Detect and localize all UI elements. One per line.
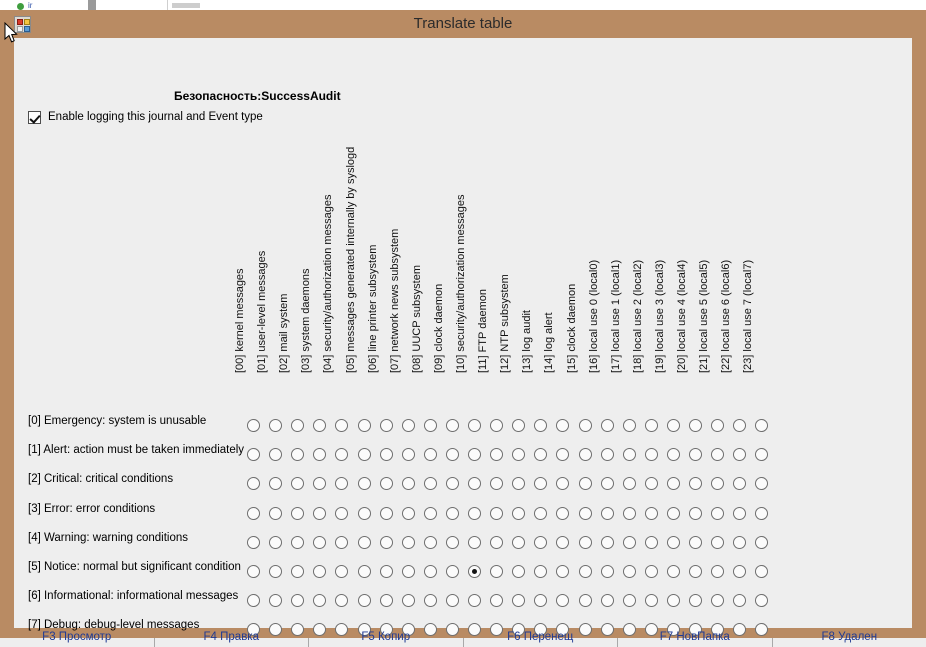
function-key-text: Правка [216,631,259,643]
matrix-radio-r0-c8[interactable] [424,419,437,432]
matrix-radio-r3-c23[interactable] [755,507,768,520]
matrix-row-label: [7] Debug: debug-level messages [28,619,200,632]
matrix-radio-r2-c3[interactable] [313,477,326,490]
matrix-radio-r1-c20[interactable] [689,448,702,461]
matrix-radio-r1-c10[interactable] [468,448,481,461]
matrix-radio-r1-c1[interactable] [269,448,282,461]
matrix-column-header-label: [15] clock daemon [565,283,578,373]
matrix-radio-r5-c7[interactable] [402,565,415,578]
matrix-radio-r4-c13[interactable] [534,536,547,549]
matrix-radio-r4-c15[interactable] [579,536,592,549]
window-title: Translate table [413,15,513,32]
function-key-number: F5 [361,631,375,643]
matrix-radio-r5-c8[interactable] [424,565,437,578]
matrix-radio-r5-c23[interactable] [755,565,768,578]
matrix-radio-r0-c6[interactable] [380,419,393,432]
matrix-radio-r0-c5[interactable] [358,419,371,432]
matrix-radio-r2-c16[interactable] [601,477,614,490]
function-key-f7[interactable] [618,631,773,647]
matrix-radio-r3-c22[interactable] [733,507,746,520]
matrix-radio-r1-c5[interactable] [358,448,371,461]
matrix-radio-r5-c16[interactable] [601,565,614,578]
function-key-f4[interactable] [155,631,310,647]
matrix-radio-r4-c18[interactable] [645,536,658,549]
matrix-radio-r4-c23[interactable] [755,536,768,549]
matrix-row-label: [0] Emergency: system is unusable [28,415,207,427]
function-key-label [618,630,772,644]
function-key-label [773,630,926,644]
matrix-radio-r2-c18[interactable] [645,477,658,490]
matrix-radio-r0-c10[interactable] [468,419,481,432]
matrix-radio-r4-c3[interactable] [313,536,326,549]
matrix-radio-r2-c1[interactable] [269,477,282,490]
matrix-radio-r5-c19[interactable] [667,565,680,578]
matrix-radio-r1-c22[interactable] [733,448,746,461]
matrix-radio-r5-c9[interactable] [446,565,459,578]
matrix-radio-r5-c13[interactable] [534,565,547,578]
matrix-radio-r1-c6[interactable] [380,448,393,461]
function-key-f5[interactable] [309,631,464,647]
matrix-radio-r0-c20[interactable] [689,419,702,432]
background-toolbar-chip [172,3,200,8]
matrix-column-header-label: [19] local use 3 (local3) [653,259,666,373]
function-key-label [0,630,154,644]
matrix-radio-r0-c19[interactable] [667,419,680,432]
function-key-text: Копир [374,631,411,643]
matrix-radio-r5-c21[interactable] [711,565,724,578]
function-key-label [155,630,309,644]
matrix-radio-r1-c8[interactable] [424,448,437,461]
matrix-radio-r1-c23[interactable] [755,448,768,461]
matrix-radio-r1-c2[interactable] [291,448,304,461]
matrix-radio-r6-c2[interactable] [291,594,304,607]
matrix-radio-r5-c0[interactable] [247,565,260,578]
matrix-column-header-label: [07] network news subsystem [388,228,401,373]
window-client-area [14,38,912,632]
matrix-column-header-label: [22] local use 6 (local6) [720,259,733,373]
matrix-radio-r6-c18[interactable] [645,594,658,607]
matrix-radio-r1-c11[interactable] [490,448,503,461]
matrix-radio-r3-c16[interactable] [601,507,614,520]
matrix-radio-r5-c14[interactable] [556,565,569,578]
leaf-icon [17,3,24,10]
matrix-row-label: [4] Warning: warning conditions [28,531,189,544]
matrix-radio-r2-c9[interactable] [446,477,459,490]
function-key-f6[interactable] [464,631,619,647]
function-key-text: Просмотр [55,631,112,643]
matrix-column-header-label: [14] log alert [543,312,556,373]
matrix-radio-r1-c14[interactable] [556,448,569,461]
matrix-radio-r0-c18[interactable] [645,419,658,432]
matrix-radio-r4-c0[interactable] [247,536,260,549]
matrix-radio-r6-c20[interactable] [689,594,702,607]
matrix-radio-r1-c9[interactable] [446,448,459,461]
matrix-radio-r5-c1[interactable] [269,565,282,578]
matrix-radio-r2-c17[interactable] [623,477,636,490]
matrix-radio-r2-c13[interactable] [534,477,547,490]
matrix-radio-r2-c5[interactable] [358,477,371,490]
matrix-radio-r6-c10[interactable] [468,594,481,607]
matrix-radio-r0-c11[interactable] [490,419,503,432]
matrix-radio-r0-c21[interactable] [711,419,724,432]
matrix-radio-r6-c22[interactable] [733,594,746,607]
matrix-radio-r4-c20[interactable] [689,536,702,549]
matrix-radio-r0-c7[interactable] [402,419,415,432]
matrix-radio-r1-c21[interactable] [711,448,724,461]
function-key-number: F7 [659,631,674,643]
matrix-radio-r3-c15[interactable] [579,507,592,520]
function-key-number: F4 [203,631,217,643]
matrix-radio-r1-c4[interactable] [335,448,348,461]
matrix-column-header-label: [02] mail system [278,293,291,373]
matrix-column-header-label: [03] system daemons [300,268,313,373]
matrix-column-header-label: [11] FTP daemon [477,289,490,373]
matrix-radio-r0-c23[interactable] [755,419,768,432]
matrix-radio-r0-c1[interactable] [269,419,282,432]
matrix-radio-r1-c3[interactable] [313,448,326,461]
matrix-radio-r0-c0[interactable] [247,419,260,432]
matrix-radio-r5-c11[interactable] [490,565,503,578]
matrix-radio-r3-c1[interactable] [269,507,282,520]
matrix-radio-r4-c11[interactable] [490,536,503,549]
matrix-column-header-label: [09] clock daemon [432,283,445,373]
matrix-radio-r4-c16[interactable] [601,536,614,549]
matrix-column-header-label: [13] log audit [521,310,534,373]
matrix-radio-r5-c2[interactable] [291,565,304,578]
matrix-radio-r6-c7[interactable] [402,594,415,607]
matrix-radio-r4-c2[interactable] [291,536,304,549]
matrix-row-label: [6] Informational: informational messages [28,590,239,603]
matrix-column-header-label: [20] local use 4 (local4) [676,259,688,373]
matrix-column-header-label: [18] local use 2 (local2) [631,259,644,373]
matrix-radio-r1-c12[interactable] [512,448,525,461]
matrix-radio-r4-c8[interactable] [424,536,437,549]
function-key-number: F3 [42,631,56,643]
matrix-radio-r2-c23[interactable] [755,477,768,490]
matrix-radio-r4-c14[interactable] [556,536,569,549]
matrix-row-label: [2] Critical: critical conditions [28,473,174,486]
function-key-text: НовПапка [673,631,730,643]
matrix-radio-r4-c12[interactable] [512,536,525,549]
matrix-radio-r3-c18[interactable] [645,507,658,520]
matrix-column-header-label: [16] local use 0 (local0) [587,259,600,373]
matrix-radio-r5-c3[interactable] [313,565,326,578]
matrix-radio-r2-c10[interactable] [468,477,481,490]
matrix-radio-r6-c12[interactable] [512,594,525,607]
matrix-radio-r3-c11[interactable] [490,507,503,520]
enable-logging-label: Enable logging this journal and Event type [48,111,263,123]
matrix-radio-r1-c16[interactable] [601,448,614,461]
matrix-radio-r3-c20[interactable] [689,507,702,520]
matrix-radio-r5-c22[interactable] [733,565,746,578]
matrix-radio-r6-c9[interactable] [446,594,459,607]
matrix-column-header-label: [08] UUCP subsystem [410,264,423,373]
matrix-radio-r3-c17[interactable] [623,507,636,520]
matrix-radio-r2-c11[interactable] [490,477,503,490]
matrix-radio-r2-c22[interactable] [733,477,746,490]
matrix-radio-r0-c4[interactable] [335,419,348,432]
matrix-radio-r6-c1[interactable] [269,594,282,607]
matrix-radio-r2-c4[interactable] [335,477,348,490]
matrix-radio-r1-c19[interactable] [667,448,680,461]
matrix-column-header-label: [23] local use 7 (local7) [742,259,755,373]
matrix-radio-r4-c4[interactable] [335,536,348,549]
matrix-radio-r6-c4[interactable] [335,594,348,607]
matrix-radio-r3-c4[interactable] [335,507,348,520]
matrix-radio-r1-c18[interactable] [645,448,658,461]
background-tab-mark: ir [28,1,33,10]
function-key-label [464,630,618,644]
matrix-row-label: [1] Alert: action must be taken immediately [28,444,245,457]
matrix-radio-r6-c6[interactable] [380,594,393,607]
matrix-radio-r4-c9[interactable] [446,536,459,549]
matrix-radio-r5-c18[interactable] [645,565,658,578]
matrix-radio-r4-c17[interactable] [623,536,636,549]
matrix-radio-r0-c3[interactable] [313,419,326,432]
matrix-radio-r6-c5[interactable] [358,594,371,607]
matrix-radio-r0-c2[interactable] [291,419,304,432]
matrix-radio-r5-c20[interactable] [689,565,702,578]
matrix-radio-r6-c19[interactable] [667,594,680,607]
matrix-radio-r6-c15[interactable] [579,594,592,607]
matrix-radio-r3-c0[interactable] [247,507,260,520]
matrix-radio-r6-c8[interactable] [424,594,437,607]
matrix-radio-r0-c9[interactable] [446,419,459,432]
matrix-radio-r4-c5[interactable] [358,536,371,549]
function-key-number: F8 [821,631,835,643]
matrix-radio-r6-c3[interactable] [313,594,326,607]
matrix-radio-r3-c21[interactable] [711,507,724,520]
matrix-row-label: [5] Notice: normal but significant condition [28,561,241,573]
matrix-radio-r0-c12[interactable] [512,419,525,432]
matrix-radio-r2-c6[interactable] [380,477,393,490]
matrix-radio-r4-c7[interactable] [402,536,415,549]
matrix-radio-r4-c22[interactable] [733,536,746,549]
matrix-column-header-label: [12] NTP subsystem [499,274,512,373]
matrix-radio-r3-c9[interactable] [446,507,459,520]
matrix-radio-r2-c7[interactable] [402,477,415,490]
matrix-radio-r1-c0[interactable] [247,448,260,461]
matrix-column-header-label: [00] kernel messages [234,268,246,373]
matrix-radio-r3-c14[interactable] [556,507,569,520]
matrix-radio-r2-c12[interactable] [512,477,525,490]
matrix-radio-r6-c11[interactable] [490,594,503,607]
function-key-label [309,630,463,644]
matrix-radio-r2-c19[interactable] [667,477,680,490]
matrix-row-label: [3] Error: error conditions [28,502,156,515]
matrix-radio-r1-c15[interactable] [579,448,592,461]
function-key-text: Удален [834,631,878,643]
matrix-radio-r3-c10[interactable] [468,507,481,520]
matrix-radio-r5-c15[interactable] [579,565,592,578]
matrix-radio-r2-c8[interactable] [424,477,437,490]
matrix-radio-r4-c19[interactable] [667,536,680,549]
matrix-column-header [742,123,768,373]
matrix-radio-r2-c21[interactable] [711,477,724,490]
matrix-radio-r6-c16[interactable] [601,594,614,607]
matrix-radio-r0-c22[interactable] [733,419,746,432]
matrix-column-header-label: [01] user-level messages [256,250,269,373]
matrix-radio-r1-c13[interactable] [534,448,547,461]
matrix-radio-r6-c23[interactable] [755,594,768,607]
matrix-radio-r3-c3[interactable] [313,507,326,520]
matrix-column-header-label: [21] local use 5 (local5) [698,259,711,373]
matrix-radio-r6-c13[interactable] [534,594,547,607]
translate-table-window [0,10,926,638]
facility-severity-matrix [14,38,912,632]
matrix-radio-r3-c2[interactable] [291,507,304,520]
matrix-radio-r3-c8[interactable] [424,507,437,520]
matrix-radio-r0-c13[interactable] [534,419,547,432]
matrix-column-header-label: [10] security/authorization messages [455,194,467,373]
matrix-radio-r6-c17[interactable] [623,594,636,607]
window-titlebar[interactable] [0,10,926,38]
matrix-radio-r4-c1[interactable] [269,536,282,549]
matrix-radio-r3-c6[interactable] [380,507,393,520]
matrix-radio-r5-c12[interactable] [512,565,525,578]
matrix-radio-r4-c6[interactable] [380,536,393,549]
function-key-text: Перенещ [520,631,574,643]
matrix-radio-r5-c17[interactable] [623,565,636,578]
matrix-column-header-label: [17] local use 1 (local1) [609,259,622,373]
matrix-radio-r3-c7[interactable] [402,507,415,520]
matrix-radio-r2-c0[interactable] [247,477,260,490]
matrix-radio-r3-c19[interactable] [667,507,680,520]
matrix-radio-r2-c15[interactable] [579,477,592,490]
matrix-radio-r2-c20[interactable] [689,477,702,490]
matrix-radio-r6-c21[interactable] [711,594,724,607]
matrix-radio-r0-c16[interactable] [601,419,614,432]
function-key-bar [0,631,926,647]
function-key-f3[interactable] [0,631,155,647]
matrix-radio-r4-c21[interactable] [711,536,724,549]
matrix-radio-r3-c5[interactable] [358,507,371,520]
matrix-radio-r0-c17[interactable] [623,419,636,432]
matrix-radio-r1-c17[interactable] [623,448,636,461]
matrix-column-header-label: [05] messages generated internally by syslogd [344,146,357,373]
matrix-radio-r5-c6[interactable] [380,565,393,578]
matrix-radio-r5-c5[interactable] [358,565,371,578]
matrix-radio-r5-c10[interactable] [468,565,481,578]
matrix-radio-r6-c14[interactable] [556,594,569,607]
function-key-number: F6 [507,631,521,643]
matrix-radio-r0-c14[interactable] [556,419,569,432]
matrix-radio-r2-c14[interactable] [556,477,569,490]
matrix-column-header-label: [06] line printer subsystem [366,244,379,373]
matrix-column-header-label: [04] security/authorization messages [322,194,335,373]
matrix-radio-r3-c13[interactable] [534,507,547,520]
journal-event-type-heading: Безопасность:SuccessAudit [174,89,341,103]
matrix-radio-r4-c10[interactable] [468,536,481,549]
function-key-f8[interactable] [773,631,926,647]
matrix-radio-r5-c4[interactable] [335,565,348,578]
matrix-radio-r1-c7[interactable] [402,448,415,461]
matrix-radio-r6-c0[interactable] [247,594,260,607]
matrix-radio-r3-c12[interactable] [512,507,525,520]
matrix-radio-r0-c15[interactable] [579,419,592,432]
matrix-radio-r2-c2[interactable] [291,477,304,490]
